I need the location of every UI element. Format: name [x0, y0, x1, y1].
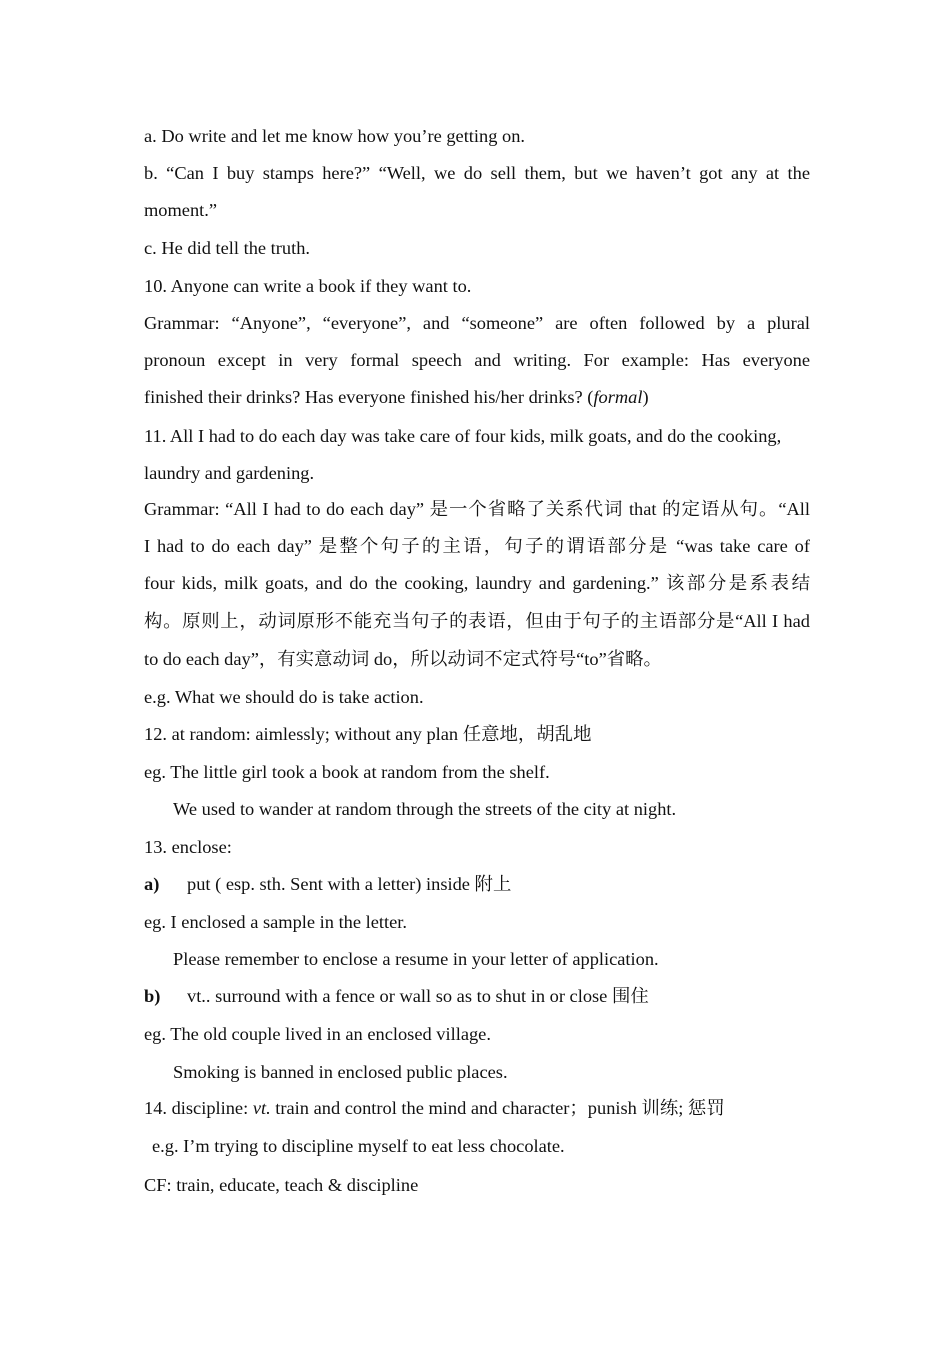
grammar-11-line5: to do each day”，有实意动词 do，所以动词不定式符号“to”省略。 [144, 649, 662, 669]
example-12-line1: eg. The little girl took a book at random from the shelf. [144, 762, 550, 782]
grammar-10-line3-text: finished their drinks? Has everyone finished his/her drinks? ( [144, 387, 594, 407]
example-13b-line2: Smoking is banned in enclosed public places. [173, 1062, 508, 1082]
grammar-10-line2: pronoun except in very formal speech and writing. For example: Has everyone [144, 350, 810, 370]
example-b-line1: b. “Can I buy stamps here?” “Well, we do sell them, but we haven’t got any at the [144, 163, 810, 183]
example-13a-line2: Please remember to enclose a resume in your letter of application. [173, 949, 659, 969]
grammar-11-line3: four kids, milk goats, and do the cooking, laundry and gardening.” 该部分是系表结 [144, 573, 810, 593]
item-14-definition: train and control the mind and character；punish 训练; 惩罚 [270, 1098, 725, 1118]
item-11-heading-line2: laundry and gardening. [144, 463, 315, 483]
item-13b-text: vt.. surround with a fence or wall so as to shut in or close 围住 [187, 986, 649, 1006]
closing-paren: ) [642, 387, 649, 407]
grammar-11-line2: I had to do each day” 是整个句子的主语，句子的谓语部分是 “was take care of [144, 536, 810, 556]
example-12-line2: We used to wander at random through the streets of the city at night. [173, 799, 677, 819]
example-14: e.g. I’m trying to discipline myself to eat less chocolate. [152, 1136, 565, 1156]
item-11-heading-line1: 11. All I had to do each day was take care of four kids, milk goats, and do the cooking, [144, 426, 782, 446]
example-13b-line1: eg. The old couple lived in an enclosed village. [144, 1024, 491, 1044]
example-13a-line1: eg. I enclosed a sample in the letter. [144, 912, 407, 932]
grammar-11-line1: Grammar: “All I had to do each day” 是一个省略了关系代词 that 的定语从句。“All [144, 499, 810, 519]
example-11: e.g. What we should do is take action. [144, 687, 424, 707]
grammar-11-line4: 构。原则上，动词原形不能充当句子的表语，但由于句子的主语部分是“All I had [144, 611, 810, 631]
vt-italic: vt. [252, 1098, 271, 1118]
item-13b-label: b) [144, 986, 161, 1006]
grammar-10-line3 [144, 385, 810, 409]
item-10-heading: 10. Anyone can write a book if they want to. [144, 276, 472, 296]
item-13b [144, 984, 810, 1008]
example-c: c. He did tell the truth. [144, 238, 310, 258]
item-12-heading: 12. at random: aimlessly; without any plan 任意地，胡乱地 [144, 724, 592, 744]
item-13-heading: 13. enclose: [144, 837, 232, 857]
example-b-line2: moment.” [144, 200, 218, 220]
formal-italic: formal [593, 387, 643, 407]
item-13a [144, 872, 810, 896]
item-14-heading [144, 1096, 810, 1120]
cf-line: CF: train, educate, teach & discipline [144, 1175, 419, 1195]
item-13a-label: a) [144, 874, 160, 894]
item-14-term: 14. discipline: [144, 1098, 253, 1118]
example-a: a. Do write and let me know how you’re getting on. [144, 126, 526, 146]
grammar-10-line1: Grammar: “Anyone”, “everyone”, and “someone” are often followed by a plural [144, 313, 810, 333]
item-13a-text: put ( esp. sth. Sent with a letter) inside 附上 [187, 874, 512, 894]
